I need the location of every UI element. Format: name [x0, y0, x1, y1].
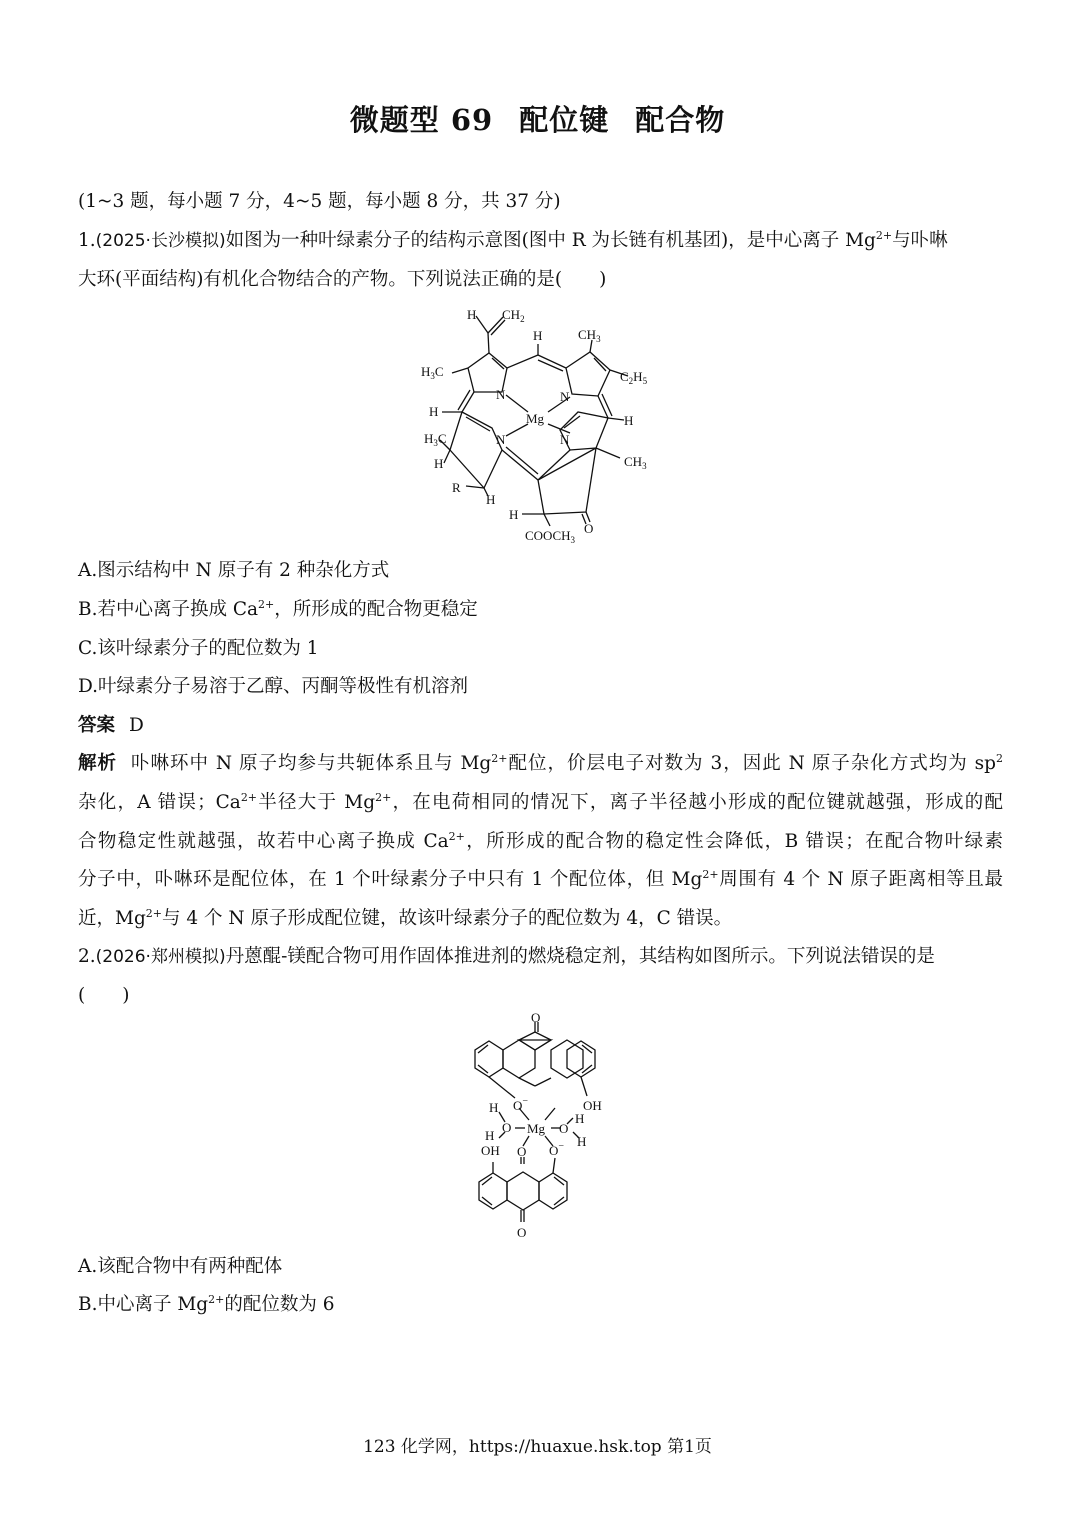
- q1-analysis-l1-sup2: 2: [995, 752, 1003, 765]
- label-n-top-left: N: [496, 387, 506, 402]
- label-h-bottom-left: H: [434, 456, 444, 471]
- q1-option-b: [78, 598, 1003, 622]
- label-o-minus-top-left: O−: [513, 1096, 529, 1113]
- label-o-middle: O: [517, 1144, 527, 1159]
- q1-option-d: D.叶绿素分子易溶于乙醇、丙酮等极性有机溶剂: [78, 676, 469, 697]
- page-title: [0, 98, 1075, 139]
- label-h-left-1: H: [489, 1100, 499, 1115]
- q2-source: (2026·郑州模拟): [95, 947, 226, 967]
- q2-stem-text: 丹蒽醌-镁配合物可用作固体推进剂的燃烧稳定剂，其结构如图所示。下列说法错误的是: [225, 946, 935, 967]
- q2-option-b: [78, 1293, 1003, 1317]
- q1-analysis-line3: [78, 830, 1003, 854]
- label-h-top: H: [533, 328, 543, 343]
- q1-analysis-line2: [78, 791, 1003, 815]
- label-h3c-bottom-left: $H_3C$: [424, 431, 447, 448]
- label-oh-top-right: OH: [583, 1098, 602, 1113]
- label-r-group: R: [452, 480, 461, 495]
- q1-option-b-text-a: B.若中心离子换成 Ca: [78, 599, 259, 620]
- label-o-bottom: O: [517, 1225, 527, 1240]
- label-n-bottom-left: N: [496, 432, 506, 447]
- q1-analysis-line5: [78, 907, 1003, 931]
- answer-value: D: [129, 715, 144, 736]
- mg-complex-structure-figure: [455, 1012, 625, 1242]
- page-footer: 123 化学网，https://huaxue.hsk.top 第1页: [363, 1437, 712, 1457]
- analysis-label: 解析: [78, 753, 118, 774]
- label-h-left-2: H: [485, 1128, 495, 1143]
- q1-analysis-line4: [78, 868, 1003, 892]
- q1-analysis-l4-text-b: 周围有 4 个 N 原子距离相等且最: [718, 869, 1004, 890]
- q1-analysis-l4-text-a: 分子中，卟啉环是配位体，在 1 个叶绿素分子中只有 1 个配位体，但 Mg: [78, 869, 703, 890]
- label-h-right-1: H: [575, 1111, 585, 1126]
- label-o-minus-bottom-right: O−: [549, 1141, 565, 1158]
- label-mg-center: Mg: [526, 411, 545, 426]
- score-intro: (1~3 题，每小题 7 分，4~5 题，每小题 8 分，共 37 分): [78, 191, 561, 212]
- q1-stem-sup: 2+: [875, 229, 893, 242]
- chlorophyll-atom-labels: [421, 307, 648, 545]
- q1-option-a: A.图示结构中 N 原子有 2 种杂化方式: [78, 560, 390, 581]
- label-o-top: O: [531, 1012, 541, 1025]
- label-h-left: H: [429, 404, 439, 419]
- q1-analysis-line1: [78, 752, 1003, 776]
- chlorophyll-structure-figure: [410, 300, 670, 550]
- q2-number: 2.: [78, 946, 96, 967]
- q1-stem-line1: [78, 229, 1003, 253]
- label-mg: Mg: [527, 1121, 546, 1136]
- label-ch3-right: $CH_3$: [624, 454, 647, 471]
- label-o-ketone: O: [584, 521, 594, 536]
- q1-option-b-text-b: ，所形成的配合物更稳定: [274, 599, 478, 620]
- q1-analysis-l1-text-a: 卟啉环中 N 原子均参与共轭体系且与 Mg: [131, 753, 492, 774]
- label-ch3-top: $CH_3$: [578, 327, 601, 344]
- q2-option-a: A.该配合物中有两种配体: [78, 1256, 283, 1277]
- q1-analysis-l3-text-b: ，所形成的配合物的稳定性会降低，B 错误；在配合物叶绿素: [464, 831, 1003, 852]
- q1-option-b-sup: 2+: [258, 598, 275, 611]
- title-main: 微题型 69: [349, 103, 494, 137]
- q1-analysis-l3-text-a: 合物稳定性就越强，故若中心离子换成 Ca: [78, 831, 449, 852]
- label-h-ester: H: [509, 507, 519, 522]
- label-n-bottom-right: N: [560, 432, 570, 447]
- q1-stem-text-a: 如图为一种叶绿素分子的结构示意图(图中 R 为长链有机基团)，是中心离子 Mg: [225, 230, 876, 251]
- q1-analysis-l3-sup: 2+: [448, 830, 465, 843]
- q1-analysis-l5-sup: 2+: [145, 907, 163, 920]
- label-h-bottom: H: [486, 492, 496, 507]
- q1-analysis-l1-text-b: 配位，价层电子对数为 3，因此 N 原子杂化方式均为 sp: [507, 753, 996, 774]
- q1-answer: [78, 714, 1003, 738]
- q2-stem-line2: ( ): [78, 985, 130, 1006]
- title-part3: 配合物: [635, 103, 726, 137]
- label-h-right: H: [624, 413, 634, 428]
- label-c2h5: $C_2H_5$: [620, 369, 648, 386]
- q2-option-b-text-a: B.中心离子 Mg: [78, 1294, 209, 1315]
- q2-stem-line1: [78, 945, 1003, 969]
- label-h-vinyl: H: [467, 307, 477, 322]
- q1-analysis-l2-sup: 2+: [240, 791, 258, 804]
- q1-stem-line2: 大环(平面结构)有机化合物结合的产物。下列说法正确的是( ): [78, 269, 607, 290]
- label-n-top-right: N: [560, 389, 570, 404]
- label-oh-bottom-left: OH: [481, 1143, 500, 1158]
- q1-analysis-l2-text-a: 杂化，A 错误；Ca: [78, 792, 241, 813]
- q1-analysis-l5-text-b: 与 4 个 N 原子形成配位键，故该叶绿素分子的配位数为 4，C 错误。: [162, 908, 733, 929]
- label-h3c-left: $H_3C$: [421, 364, 444, 381]
- title-part2: 配位键: [519, 103, 610, 137]
- q2-option-b-sup: 2+: [208, 1293, 225, 1306]
- q1-analysis-l4-sup: 2+: [702, 868, 719, 881]
- q1-analysis-l2-text-c: ，在电荷相同的情况下，离子半径越小形成的配位键就越强，形成的配: [391, 792, 1003, 813]
- label-o-right: O: [559, 1121, 569, 1136]
- q1-option-c: C.该叶绿素分子的配位数为 1: [78, 638, 319, 659]
- q1-analysis-l2-text-b: 半径大于 Mg: [257, 792, 376, 813]
- label-o-left: O: [502, 1120, 512, 1135]
- answer-label: 答案: [78, 715, 116, 736]
- label-h-right-2: H: [577, 1134, 587, 1149]
- q1-analysis-l1-sup: 2+: [491, 752, 508, 765]
- label-cooch3: $COOCH_3$: [525, 528, 576, 545]
- q1-number: 1.: [78, 230, 96, 251]
- q1-stem-text-b: 与卟啉: [892, 230, 948, 251]
- q1-source: (2025·长沙模拟): [95, 231, 226, 251]
- q1-analysis-l2-sup2: 2+: [375, 791, 392, 804]
- q1-analysis-l5-text-a: 近，Mg: [78, 908, 146, 929]
- label-ch2-vinyl: $CH_2$: [502, 307, 525, 324]
- q2-option-b-text-b: 的配位数为 6: [224, 1294, 335, 1315]
